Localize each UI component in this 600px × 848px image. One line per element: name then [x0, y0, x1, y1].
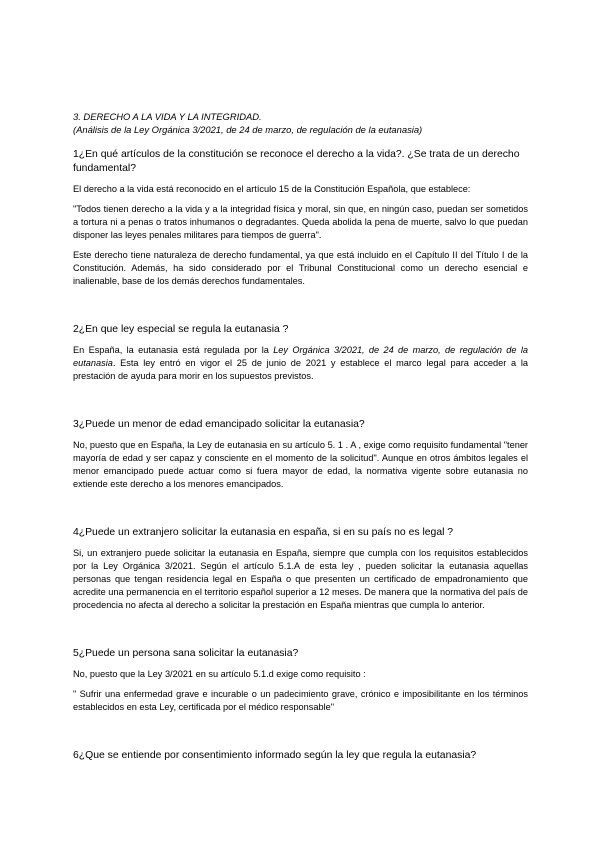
answer-2-text-b: . Esta ley entró en vigor el 25 de junio de 2021 y establece el marco legal para acceder a la prestación de ayuda para morir en los supuestos previstos. — [73, 358, 528, 381]
question-5: 5¿Puede un persona sana solicitar la eutanasia? — [73, 648, 299, 659]
answer-1-quote: "Todos tienen derecho a la vida y a la integridad física y moral, sin que, en ningún caso, puedan ser sometidos a tortura ni a penas o tratos inhumanos o degradantes. Queda abolida la pena de muerte, salvo lo que puedan disponer las leyes penales militares para tiempos de guerra". — [73, 204, 528, 240]
answer-4-paragraph: Si, un extranjero puede solicitar la eutanasia en España, siempre que cumpla con los requisitos establecidos por la Ley Orgánica 3/2021. Según el artículo 5.1.A de esta ley , pueden solicitar la eutanasia aquellas personas que tengan residencia legal en España o que presenten un certificado de empadronamiento que acredite una permanencia en el territorio español superior a 12 meses. De manera que la normativa del país de procedencia no afecta al derecho a solicitar la prestación en España mientras que cumpla lo anterior. — [73, 548, 528, 610]
question-6: 6¿Que se entiende por consentimiento informado según la ley que regula la eutanasia? — [73, 750, 477, 761]
answer-1-paragraph-3: Este derecho tiene naturaleza de derecho fundamental, ya que está incluido en el Capítulo II del Título I de la Constitución. Además, ha sido considerado por el Tribunal Constitucional como un derecho esencial e inalienable, base de los demás derechos fundamentales. — [73, 250, 528, 286]
question-2: 2¿En que ley especial se regula la eutanasia ? — [73, 324, 289, 335]
section-subtitle: (Análisis de la Ley Orgánica 3/2021, de 24 de marzo, de regulación de la eutanasia) — [73, 124, 423, 135]
answer-3-paragraph: No, puesto que en España, la Ley de eutanasia en su artículo 5. 1 . A , exige como requisito fundamental "tener mayoría de edad y ser capaz y consciente en el momento de la solicitud". Aunque en otros ámbitos legales el menor emancipado puede actuar como si fuera mayor de edad, la normativa vigente sobre eutanasia no extiende este derecho a los menores emancipados. — [73, 440, 528, 489]
answer-2-paragraph — [73, 344, 528, 383]
section-title: 3. DERECHO A LA VIDA Y LA INTEGRIDAD. — [73, 111, 262, 122]
question-3: 3¿Puede un menor de edad emancipado solicitar la eutanasia? — [73, 419, 365, 430]
question-4: 4¿Puede un extranjero solicitar la eutanasia en españa, si en su país no es legal ? — [73, 527, 454, 538]
law-title-italic: Ley Orgánica 3/2021, de 24 de marzo, de regulación de la eutanasia — [73, 345, 528, 368]
question-1: 1¿En qué artículos de la constitución se reconoce el derecho a la vida?. ¿Se trata de un derecho fundamental? — [73, 149, 520, 174]
answer-5-quote: " Sufrir una enfermedad grave e incurable o un padecimiento grave, crónico e imposibilitante en los términos establecidos en esta Ley, certificada por el médico responsable" — [73, 689, 528, 712]
answer-5-paragraph-1: No, puesto que la Ley 3/2021 en su artículo 5.1.d exige como requisito : — [73, 669, 366, 679]
answer-1-paragraph-1: El derecho a la vida está reconocido en el artículo 15 de la Constitución Española, que establece: — [73, 184, 471, 194]
answer-2-text-a: En España, la eutanasia está regulada por la — [73, 345, 274, 355]
